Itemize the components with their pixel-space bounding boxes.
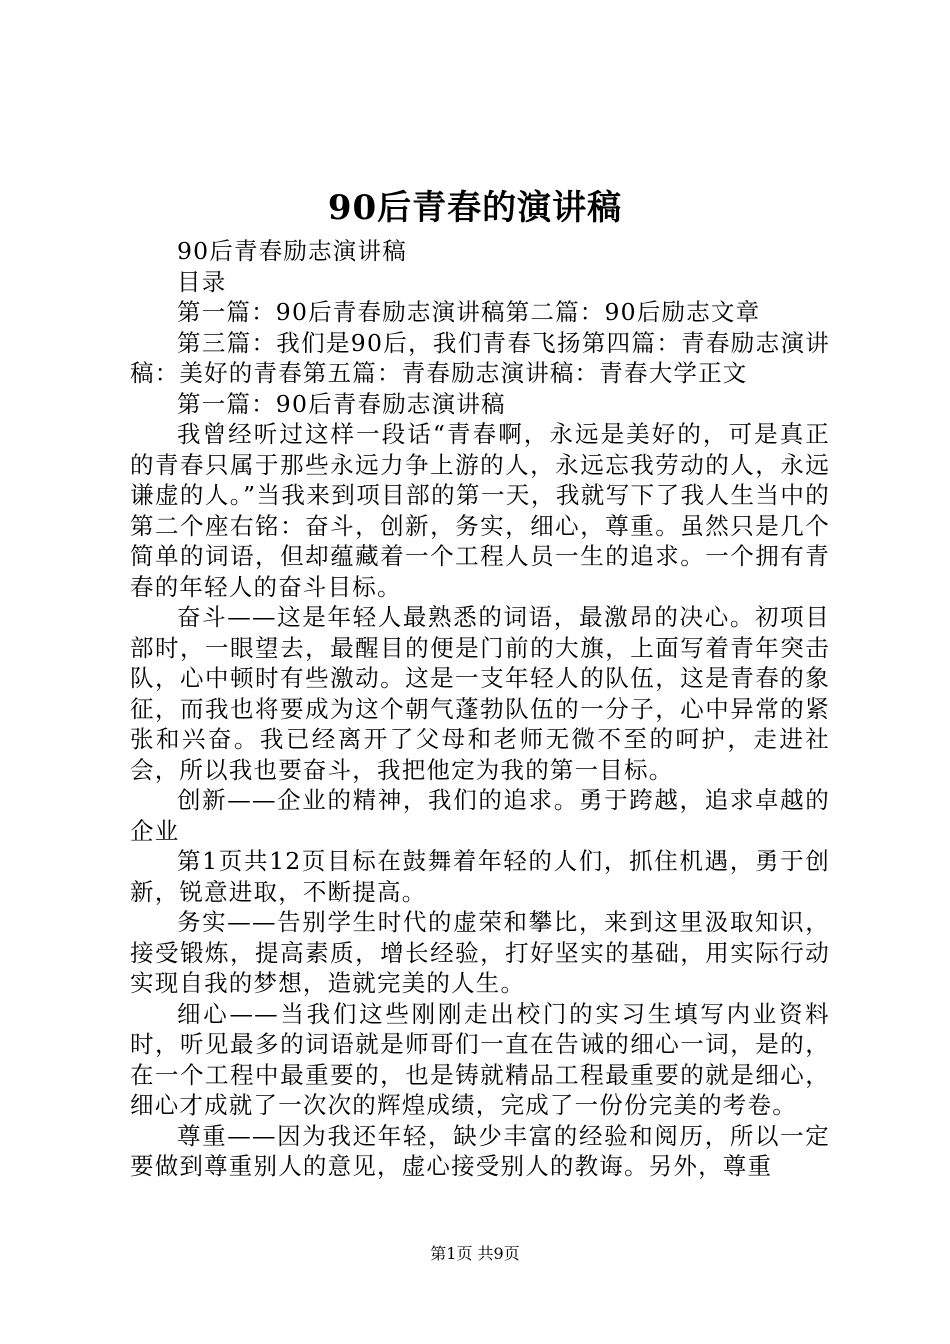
paragraph-body: 创新——企业的精神，我们的追求。勇于跨越，追求卓越的企业 bbox=[130, 786, 830, 845]
paragraph-contents-line-1: 第一篇：90后青春励志演讲稿第二篇：90后励志文章 bbox=[177, 298, 761, 326]
paragraph-body: 我曾经听过这样一段话“青春啊，永远是美好的，可是真正的青春只属于那些永远力争上游的人，永远忘我劳动的人，永远谦虚的人。”当我来到项目部的第一天，我就写下了我人生当中的第二个座右铭：奋斗，创新，务实，细心，尊重。虽然只是几个简单的词语，但却蕴藏着一个工程人员一生的追求。一个拥有青春的年轻人的奋斗目标。 bbox=[130, 420, 830, 601]
paragraph-body: 细心——当我们这些刚刚走出校门的实习生填写内业资料时，听见最多的词语就是师哥们一直在告诫的细心一词，是的，在一个工程中最重要的，也是铸就精品工程最重要的就是细心，细心才成就了一次次的辉煌成绩，完成了一份份完美的考卷。 bbox=[130, 999, 830, 1119]
document-title: 90后青春的演讲稿 bbox=[327, 188, 623, 228]
paragraph-subtitle: 90后青春励志演讲稿 bbox=[177, 237, 407, 265]
paragraph-contents-line-2: 第三篇：我们是90后，我们青春飞扬第四篇：青春励志演讲稿：美好的青春第五篇：青春励志演讲稿：青春大学正文 bbox=[130, 328, 830, 387]
paragraph-section-heading: 第一篇：90后青春励志演讲稿 bbox=[177, 389, 506, 418]
paragraph-contents-heading: 目录 bbox=[177, 267, 227, 296]
paragraph-body: 务实——告别学生时代的虚荣和攀比，来到这里汲取知识，接受锻炼，提高素质，增长经验，打好坚实的基础，用实际行动实现自我的梦想，造就完美的人生。 bbox=[130, 908, 830, 997]
document-body bbox=[130, 236, 830, 1182]
paragraph-body: 尊重——因为我还年轻，缺少丰富的经验和阅历，所以一定要做到尊重别人的意见，虚心接受别人的教诲。另外，尊重 bbox=[130, 1121, 830, 1180]
paragraph-body: 第1页共12页目标在鼓舞着年轻的人们，抓住机遇，勇于创新，锐意进取，不断提高。 bbox=[130, 847, 830, 906]
page-footer: 第1页 共9页 bbox=[430, 1244, 520, 1263]
paragraph-body: 奋斗——这是年轻人最熟悉的词语，最激昂的决心。初项目部时，一眼望去，最醒目的便是门前的大旗，上面写着青年突击队，心中顿时有些激动。这是一支年轻人的队伍，这是青春的象征，而我也将要成为这个朝气蓬勃队伍的一分子，心中异常的紧张和兴奋。我已经离开了父母和老师无微不至的呵护，走进社会，所以我也要奋斗，我把他定为我的第一目标。 bbox=[130, 603, 830, 784]
